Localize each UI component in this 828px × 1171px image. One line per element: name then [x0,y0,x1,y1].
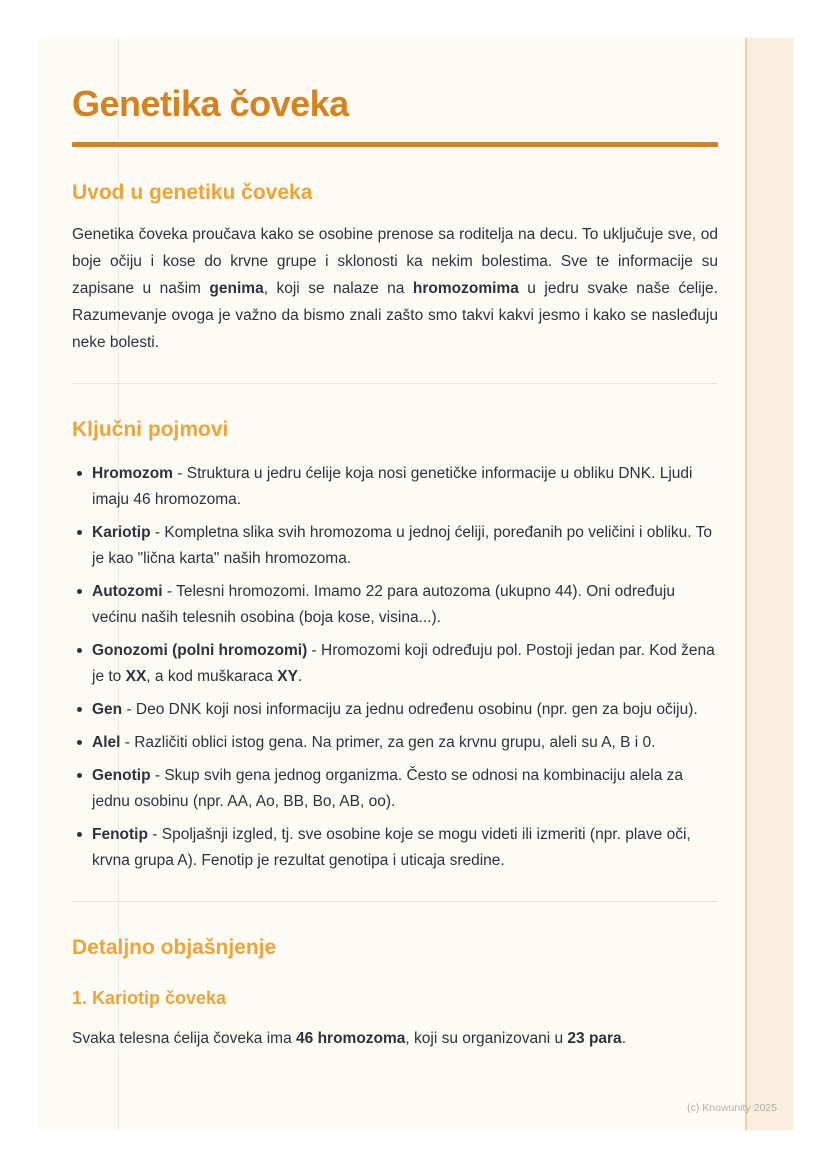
list-item-autozomi: Autozomi - Telesni hromozomi. Imamo 22 para autozoma (ukupno 44). Oni određuju većinu naših telesnih osobina (boja kose, visina...). [72,579,716,631]
document-content [40,38,793,1052]
section-heading-intro: Uvod u genetiku čoveka [72,181,313,205]
subsection-heading-kariotip: 1. Kariotip čoveka [72,988,227,1009]
page-title: Genetika čoveka [72,83,349,124]
kariotip-paragraph: Svaka telesna ćelija čoveka ima 46 hromozoma, koji su organizovani u 23 para. [72,1030,626,1048]
key-terms-list [72,461,718,874]
list-item-alel: Alel - Različiti oblici istog gena. Na primer, za gen za krvnu grupu, aleli su A, B i 0. [72,730,716,756]
title-underline [72,142,718,147]
list-item-kariotip: Kariotip - Kompletna slika svih hromozoma u jednoj ćeliji, poređanih po veličini i obliku. To je kao "lična karta" naših hromozoma. [72,520,716,572]
section-divider [72,901,718,902]
page-sheet [40,38,793,1130]
section-heading-key-terms: Ključni pojmovi [72,418,229,442]
section-heading-details: Detaljno objašnjenje [72,935,277,959]
list-item-hromozom: Hromozom - Struktura u jedru ćelije koja nosi genetičke informacije u obliku DNK. Ljudi imaju 46 hromozoma. [72,461,716,513]
page-edge-strip [745,38,793,1130]
list-item-gen: Gen - Deo DNK koji nosi informaciju za jednu određenu osobinu (npr. gen za boju očiju). [72,697,716,723]
copyright-note: (c) Knowunity 2025 [687,1102,777,1114]
list-item-genotip: Genotip - Skup svih gena jednog organizma. Često se odnosi na kombinaciju alela za jednu osobinu (npr. AA, Ao, BB, Bo, AB, oo). [72,763,716,815]
list-item-fenotip: Fenotip - Spoljašnji izgled, tj. sve osobine koje se mogu videti ili izmeriti (npr. plave oči, krvna grupa A). Fenotip je rezultat genotipa i uticaja sredine. [72,822,716,874]
section-divider [72,383,718,384]
intro-paragraph: Genetika čoveka proučava kako se osobine prenose sa roditelja na decu. To uključuje sve, od boje očiju i kose do krvne grupe i sklonosti ka nekim bolestima. Sve te informacije su zapisane u našim genima, koji se nalaze na hromozomima u jedru svake naše ćelije. Razumevanje ovoga je važno da bismo znali zašto smo takvi kakvi jesmo i kako se nasleđuju neke bolesti. [72,226,718,352]
list-item-gonozomi: Gonozomi (polni hromozomi) - Hromozomi koji određuju pol. Postoji jedan par. Kod žena je to XX, a kod muškaraca XY. [72,638,716,690]
